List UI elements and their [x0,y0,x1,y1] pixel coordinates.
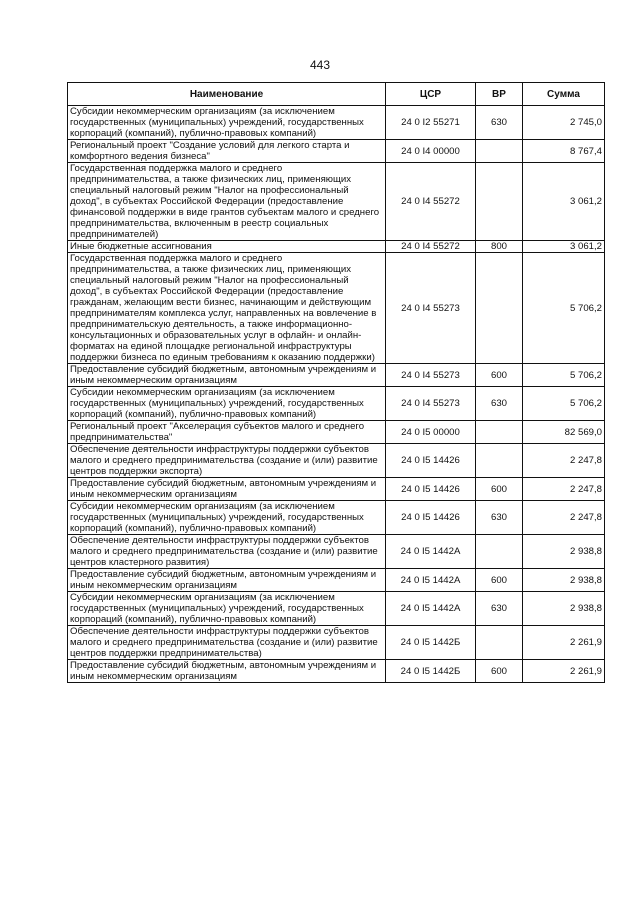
row-csr: 24 0 I5 14426 [386,501,476,535]
row-vr [476,421,523,444]
table-header-row [68,83,605,106]
table-row [68,387,605,421]
row-name: Предоставление субсидий бюджетным, автономным учреждениям и иным некоммерческим организациям [68,364,386,387]
header-name: Наименование [68,83,386,106]
row-sum: 2 261,9 [523,660,605,683]
page-number: 443 [309,58,331,72]
row-vr [476,140,523,163]
row-csr: 24 0 I5 1442Б [386,626,476,660]
row-sum: 3 061,2 [523,241,605,253]
row-csr: 24 0 I4 55272 [386,241,476,253]
row-vr: 800 [476,241,523,253]
table-row [68,660,605,683]
row-sum: 5 706,2 [523,253,605,364]
row-name: Региональный проект "Создание условий для легкого старта и комфортного ведения бизнеса" [68,140,386,163]
row-name: Обеспечение деятельности инфраструктуры поддержки субъектов малого и среднего предпринимательства (создание и (или) развитие центров кластерного развития) [68,535,386,569]
row-vr [476,535,523,569]
row-sum: 3 061,2 [523,163,605,241]
table-row [68,106,605,140]
table-row [68,241,605,253]
row-vr [476,163,523,241]
row-sum: 2 247,8 [523,444,605,478]
table-row [68,253,605,364]
table-row [68,140,605,163]
row-sum: 2 938,8 [523,535,605,569]
row-csr: 24 0 I4 00000 [386,140,476,163]
row-csr: 24 0 I5 14426 [386,478,476,501]
budget-table [67,82,605,683]
header-csr: ЦСР [386,83,476,106]
row-vr [476,444,523,478]
row-csr: 24 0 I4 55273 [386,364,476,387]
row-sum: 2 938,8 [523,569,605,592]
row-name: Обеспечение деятельности инфраструктуры поддержки субъектов малого и среднего предпринимательства (создание и (или) развитие центров поддержки предпринимательства) [68,626,386,660]
table-row [68,444,605,478]
row-vr: 600 [476,364,523,387]
row-vr: 600 [476,660,523,683]
row-sum: 2 247,8 [523,501,605,535]
row-name: Субсидии некоммерческим организациям (за исключением государственных (муниципальных) учреждений, государственных корпораций (компаний), публично-правовых компаний) [68,387,386,421]
row-csr: 24 0 I4 55272 [386,163,476,241]
row-name: Предоставление субсидий бюджетным, автономным учреждениям и иным некоммерческим организациям [68,569,386,592]
header-sum: Сумма [523,83,605,106]
row-sum: 2 247,8 [523,478,605,501]
row-csr: 24 0 I5 00000 [386,421,476,444]
row-sum: 2 938,8 [523,592,605,626]
row-csr: 24 0 I4 55273 [386,387,476,421]
row-sum: 8 767,4 [523,140,605,163]
row-sum: 2 745,0 [523,106,605,140]
row-csr: 24 0 I5 14426 [386,444,476,478]
row-vr [476,626,523,660]
table-row [68,626,605,660]
row-sum: 2 261,9 [523,626,605,660]
row-csr: 24 0 I4 55273 [386,253,476,364]
table-row [68,569,605,592]
row-name: Государственная поддержка малого и среднего предпринимательства, а также физических лиц, применяющих специальный налоговый режим "Налог на профессиональный доход", в субъектах Российской Федерации (предоставление гражданам, желающим вести бизнес, начинающим и действующим предпринимателям комплекса услуг, направленных на вовлечение в предпринимательскую деятельность, а также информационно-консультационных и образовательных услуг в офлайн- и онлайн-форматах на единой площадке региональной инфраструктуры поддержки бизнеса по единым требованиям к оказанию поддержки) [68,253,386,364]
table-row [68,421,605,444]
table-row [68,163,605,241]
row-vr: 630 [476,592,523,626]
row-name: Государственная поддержка малого и среднего предпринимательства, а также физических лиц, применяющих специальный налоговый режим "Налог на профессиональный доход", в субъектах Российской Федерации (предоставление финансовой поддержки в виде грантов субъектам малого и среднего предпринимательства, включенным в реестр социальных предпринимателей) [68,163,386,241]
row-name: Региональный проект "Акселерация субъектов малого и среднего предпринимательства" [68,421,386,444]
row-vr: 600 [476,478,523,501]
row-csr: 24 0 I5 1442Б [386,660,476,683]
header-vr: ВР [476,83,523,106]
row-csr: 24 0 I2 55271 [386,106,476,140]
row-name: Предоставление субсидий бюджетным, автономным учреждениям и иным некоммерческим организациям [68,478,386,501]
row-csr: 24 0 I5 1442А [386,535,476,569]
row-csr: 24 0 I5 1442А [386,569,476,592]
row-sum: 5 706,2 [523,387,605,421]
row-vr: 630 [476,106,523,140]
row-sum: 82 569,0 [523,421,605,444]
row-name: Субсидии некоммерческим организациям (за исключением государственных (муниципальных) учреждений, государственных корпораций (компаний), публично-правовых компаний) [68,592,386,626]
row-vr: 630 [476,501,523,535]
row-vr [476,253,523,364]
table-row [68,592,605,626]
table-row [68,535,605,569]
row-name: Субсидии некоммерческим организациям (за исключением государственных (муниципальных) учреждений, государственных корпораций (компаний), публично-правовых компаний) [68,106,386,140]
row-sum: 5 706,2 [523,364,605,387]
row-name: Субсидии некоммерческим организациям (за исключением государственных (муниципальных) учреждений, государственных корпораций (компаний), публично-правовых компаний) [68,501,386,535]
table-row [68,478,605,501]
table-row [68,501,605,535]
row-vr: 630 [476,387,523,421]
row-name: Предоставление субсидий бюджетным, автономным учреждениям и иным некоммерческим организациям [68,660,386,683]
row-csr: 24 0 I5 1442А [386,592,476,626]
table-row [68,364,605,387]
row-name: Обеспечение деятельности инфраструктуры поддержки субъектов малого и среднего предпринимательства (создание и (или) развитие центров поддержки экспорта) [68,444,386,478]
row-vr: 600 [476,569,523,592]
row-name: Иные бюджетные ассигнования [68,241,386,253]
